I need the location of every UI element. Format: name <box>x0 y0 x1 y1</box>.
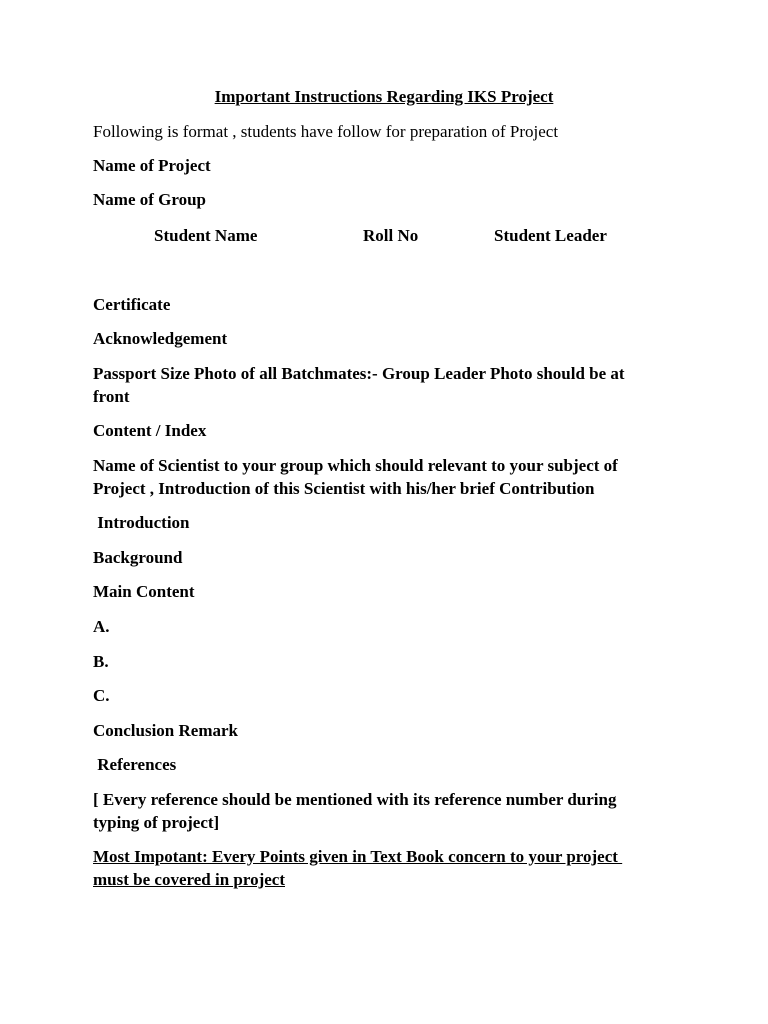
name-of-project-heading: Name of Project <box>93 156 211 175</box>
certificate-heading: Certificate <box>93 295 171 314</box>
content-index-heading: Content / Index <box>93 421 207 440</box>
document-title: Important Instructions Regarding IKS Project <box>214 87 554 106</box>
introduction-heading: Introduction <box>93 513 190 532</box>
point-a: A. <box>93 617 110 636</box>
acknowledgement-heading: Acknowledgement <box>93 329 228 348</box>
passport-photo-line-2: front <box>93 387 130 406</box>
most-important-line-2: must be covered in project <box>93 870 286 889</box>
student-name-header: Student Name <box>154 226 258 245</box>
most-important-line-1: Most Impotant: Every Points given in Text Book concern to your project <box>93 847 623 866</box>
point-b: B. <box>93 652 109 671</box>
intro-text: Following is format , students have follow for preparation of Project <box>93 122 559 141</box>
scientist-line-1: Name of Scientist to your group which should relevant to your subject of <box>93 456 618 475</box>
point-c: C. <box>93 686 110 705</box>
conclusion-heading: Conclusion Remark <box>93 721 238 740</box>
scientist-line-2: Project , Introduction of this Scientist with his/her brief Contribution <box>93 479 595 498</box>
name-of-group-heading: Name of Group <box>93 190 207 209</box>
references-heading: References <box>93 755 177 774</box>
reference-note-line-1: [ Every reference should be mentioned with its reference number during <box>93 790 617 809</box>
student-leader-header: Student Leader <box>494 226 607 245</box>
passport-photo-line-1: Passport Size Photo of all Batchmates:- Group Leader Photo should be at <box>93 364 625 383</box>
reference-note-line-2: typing of project] <box>93 813 220 832</box>
background-heading: Background <box>93 548 183 567</box>
main-content-heading: Main Content <box>93 582 195 601</box>
roll-no-header: Roll No <box>363 226 419 245</box>
